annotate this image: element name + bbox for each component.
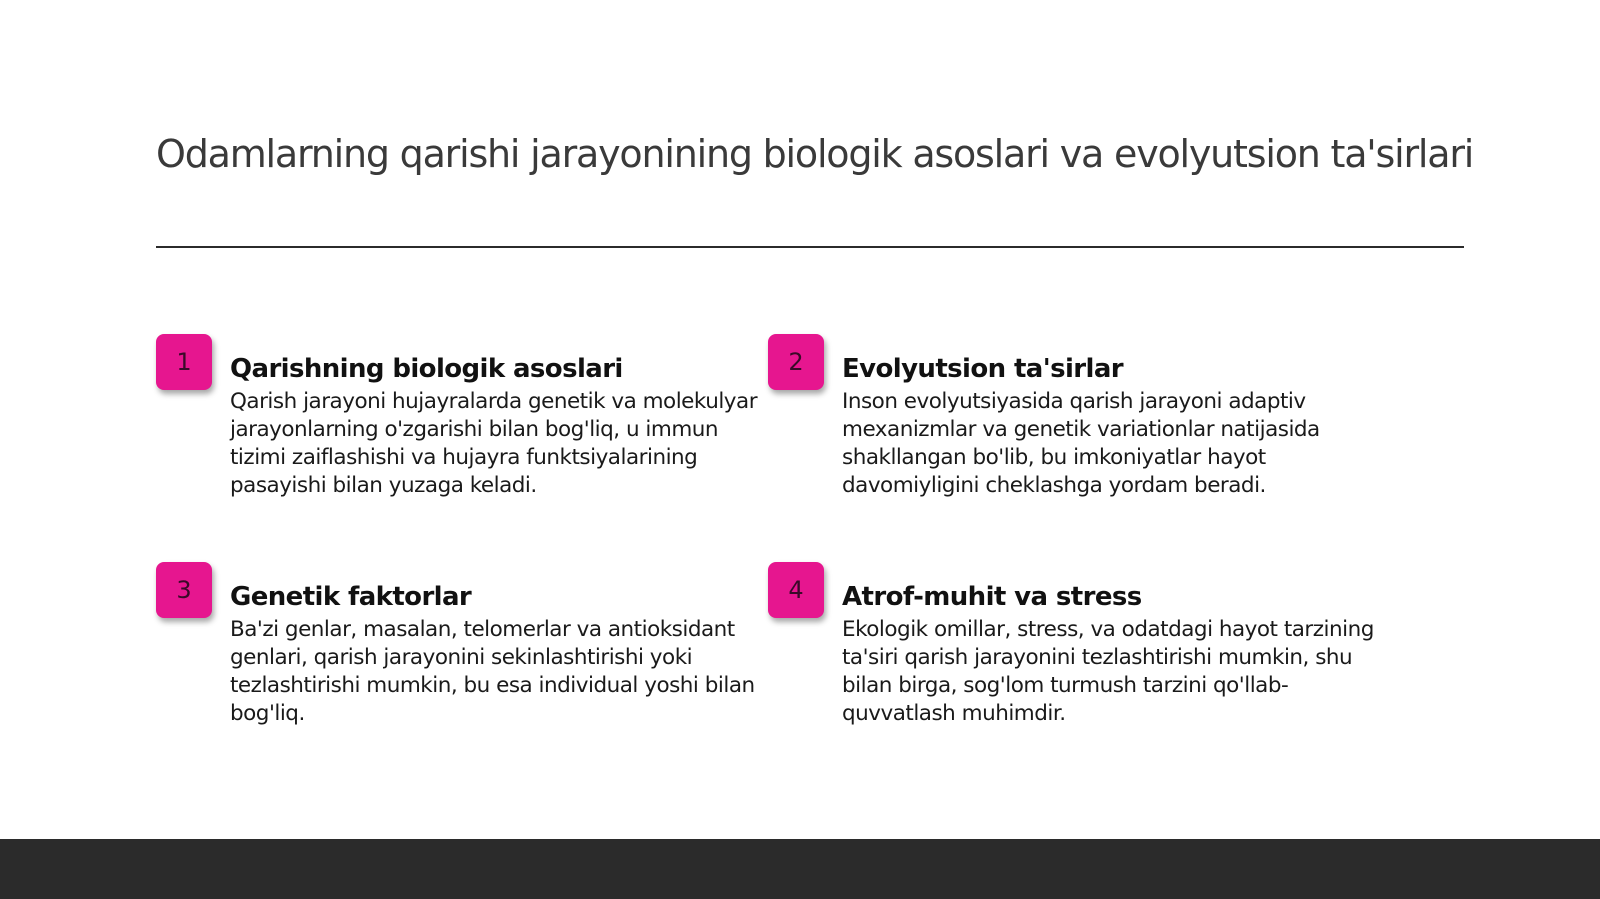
title-divider [156, 246, 1464, 248]
number-badge-4: 4 [768, 562, 824, 618]
item-title-2: Evolyutsion ta'sirlar [842, 354, 1124, 384]
number-badge-2: 2 [768, 334, 824, 390]
number-badge-3: 3 [156, 562, 212, 618]
item-text-2: Inson evolyutsiyasida qarish jarayoni adaptiv mexanizmlar va genetik variationlar natijasida shakllangan bo'lib, bu imkoniyatlar hayot davomiyligini cheklashga yordam beradi. [842, 389, 1320, 498]
slide-title: Odamlarning qarishi jarayonining biologik asoslari va evolyutsion ta'sirlari [156, 132, 1474, 176]
item-title-4: Atrof-muhit va stress [842, 582, 1142, 612]
item-text-4: Ekologik omillar, stress, va odatdagi hayot tarzining ta'siri qarish jarayonini tezlashtirishi mumkin, shu bilan birga, sog'lom turmush tarzini qo'llab-quvvatlash muhimdir. [842, 617, 1374, 726]
number-badge-1: 1 [156, 334, 212, 390]
item-title-3: Genetik faktorlar [230, 582, 472, 612]
footer-bar [0, 839, 1600, 899]
item-text-3: Ba'zi genlar, masalan, telomerlar va antioksidant genlari, qarish jarayonini sekinlashtirishi yoki tezlashtirishi mumkin, bu esa individual yoshi bilan bog'liq. [230, 617, 755, 726]
item-title-1: Qarishning biologik asoslari [230, 354, 623, 384]
item-text-1: Qarish jarayoni hujayralarda genetik va molekulyar jarayonlarning o'zgarishi bilan bog'liq, u immun tizimi zaiflashishi va hujayra funktsiyalarining pasayishi bilan yuzaga keladi. [230, 389, 758, 498]
